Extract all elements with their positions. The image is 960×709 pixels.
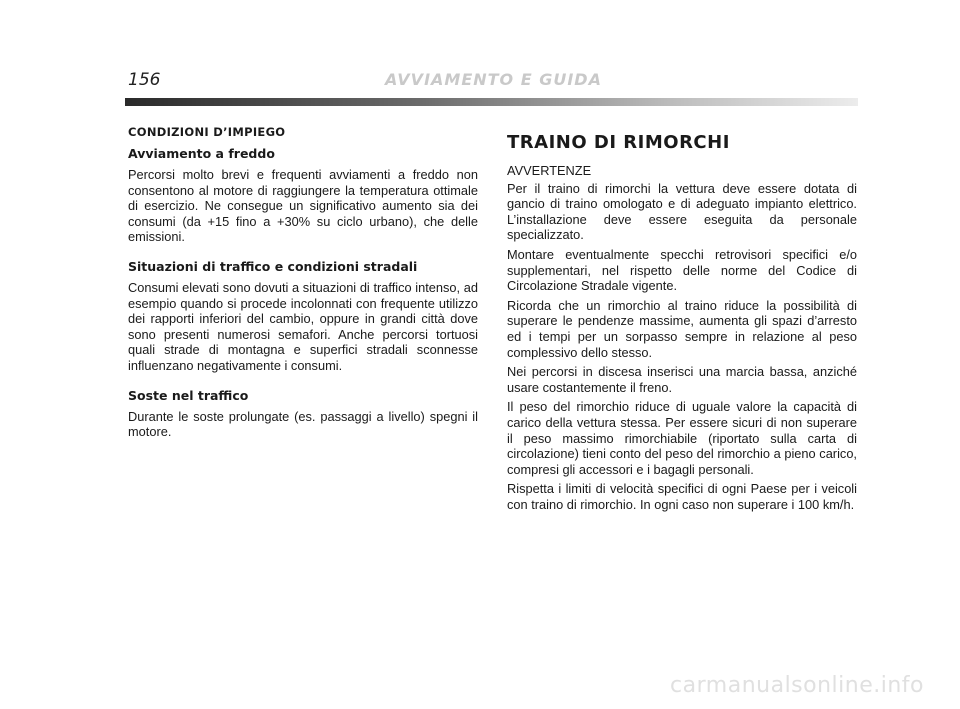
cold-start-text: Percorsi molto brevi e frequenti avviamenti a freddo non consentono al motore di raggiungere la temperatura ottimale di esercizio. Ne consegue un significativo aumento sia dei consumi (da +15 fino a +30% su ciclo urbano), che delle emissioni. [128, 167, 478, 245]
right-column [507, 132, 857, 516]
header-rule [125, 98, 858, 106]
towing-paragraph: Per il traino di rimorchi la vettura deve essere dotata di gancio di traino omologato e di adeguato impianto elettrico. L’installazione deve essere eseguita da personale specializzato. [507, 180, 857, 243]
towing-paragraph: Nei percorsi in discesa inserisci una marcia bassa, anziché usare costantemente il freno. [507, 364, 857, 395]
towing-paragraph: Il peso del rimorchio riduce di uguale valore la capacità di carico della vettura stessa. Per essere sicuri di non superare il peso massimo rimorchiabile (riportato sulla carta di circolazione) tieni conto del peso del rimorchio a pieno carico, compresi gli accessori e i bagagli personali. [507, 399, 857, 477]
section-title: CONDIZIONI D’IMPIEGO [128, 125, 286, 139]
traffic-text: Consumi elevati sono dovuti a situazioni di traffico intenso, ad esempio quando si procede incolonnati con frequente utilizzo dei rapporti inferiori del cambio, oppure in grandi città dove sono presenti numerosi semafori. Anche percorsi tortuosi quali strade di montagna e superfici stradali sconnesse influenzano negativamente i consumi. [128, 279, 478, 373]
towing-paragraph: Montare eventualmente specchi retrovisori specifici e/o supplementari, nel rispetto delle norme del Codice di Circolazione Stradale vigente. [507, 246, 857, 294]
watermark: carmanualsonline.info [670, 673, 924, 698]
running-title: AVVIAMENTO E GUIDA [385, 70, 602, 89]
cold-start-heading: Avviamento a freddo [128, 146, 275, 161]
towing-title: TRAINO DI RIMORCHI [507, 132, 730, 153]
stops-heading: Soste nel traffico [128, 387, 249, 403]
page-number: 156 [128, 70, 161, 90]
traffic-heading: Situazioni di traffico e condizioni stradali [128, 258, 418, 274]
stops-text: Durante le soste prolungate (es. passaggi a livello) spegni il motore. [128, 408, 478, 440]
towing-paragraph: Ricorda che un rimorchio al traino riduce la possibilità di superare le pendenze massime, aumenta gli spazi d’arresto ed i tempi per un sorpasso sempre in relazione al peso complessivo dello stesso. [507, 297, 857, 360]
towing-paragraph: Rispetta i limiti di velocità specifici di ogni Paese per i veicoli con traino di rimorchio. In ogni caso non superare i 100 km/h. [507, 481, 857, 512]
warning-label: AVVERTENZE [507, 163, 592, 178]
left-column [128, 125, 478, 444]
